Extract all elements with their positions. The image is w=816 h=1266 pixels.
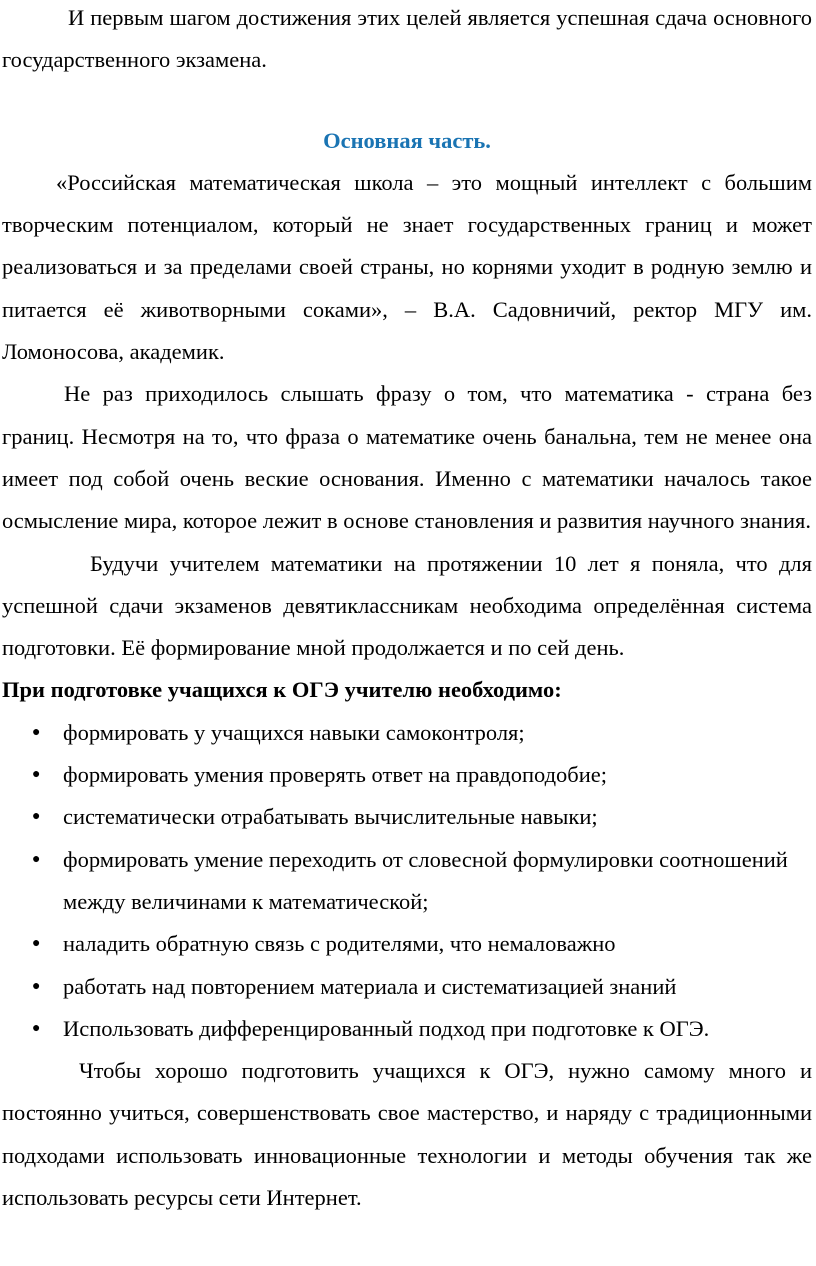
bullet-icon: ● bbox=[32, 724, 41, 740]
list-item bbox=[2, 754, 812, 796]
section-heading: Основная часть. bbox=[323, 127, 491, 153]
list-item bbox=[2, 966, 812, 1008]
bullet-icon: ● bbox=[32, 978, 41, 994]
list-item bbox=[2, 796, 812, 838]
bullet-icon: ● bbox=[32, 1020, 41, 1036]
task-list-lead: При подготовке учащихся к ОГЭ учителю необходимо: bbox=[2, 677, 562, 703]
intro-paragraph: И первым шагом достижения этих целей является успешная сдача основного государственного экзамена. bbox=[2, 5, 812, 73]
list-item-text: формировать у учащихся навыки самоконтроля; bbox=[63, 719, 525, 745]
list-item-text: наладить обратную связь с родителями, что немаловажно bbox=[63, 931, 616, 957]
list-item-text: формировать умения проверять ответ на правдоподобие; bbox=[63, 762, 608, 788]
bullet-icon: ● bbox=[32, 809, 41, 825]
body-paragraph-teacher: Будучи учителем математики на протяжении 10 лет я поняла, что для успешной сдачи экзаменов девятиклассникам необходима определённая система подготовки. Её формирование мной продолжается и по сей день. bbox=[2, 550, 812, 661]
list-item-text: систематически отрабатывать вычислительные навыки; bbox=[63, 804, 598, 830]
closing-paragraph: Чтобы хорошо подготовить учащихся к ОГЭ, нужно самому много и постоянно учиться, совершенствовать свое мастерство, и наряду с традиционными подходами использовать инновационные технологии и методы обучения так же использовать ресурсы сети Интернет. bbox=[2, 1058, 812, 1211]
list-item bbox=[2, 1008, 812, 1050]
list-item-text: формировать умение переходить от словесной формулировки соотношений между величинами к математической; bbox=[63, 846, 788, 914]
bullet-icon: ● bbox=[32, 851, 41, 867]
quote-paragraph: «Российская математическая школа – это мощный интеллект с большим творческим потенциалом, который не знает государственных границ и может реализоваться и за пределами своей страны, но корнями уходит в родную землю и питается её животворными соками», – В.А. Садовничий, ректор МГУ им. Ломоносова, академик. bbox=[2, 169, 812, 365]
bullet-icon: ● bbox=[32, 767, 41, 783]
list-item bbox=[2, 712, 812, 754]
list-item bbox=[2, 839, 812, 924]
task-list bbox=[2, 712, 812, 1050]
list-item-text: Использовать дифференцированный подход при подготовке к ОГЭ. bbox=[63, 1015, 710, 1041]
body-paragraph-borders: Не раз приходилось слышать фразу о том, что математика - страна без границ. Несмотря на то, что фраза о математике очень банальна, тем не менее она имеет под собой очень веские основания. Именно с математики началось такое осмысление мира, которое лежит в основе становления и развития научного знания. bbox=[2, 381, 812, 534]
bullet-icon: ● bbox=[32, 936, 41, 952]
list-item bbox=[2, 923, 812, 965]
list-item-text: работать над повторением материала и систематизацией знаний bbox=[63, 973, 677, 999]
